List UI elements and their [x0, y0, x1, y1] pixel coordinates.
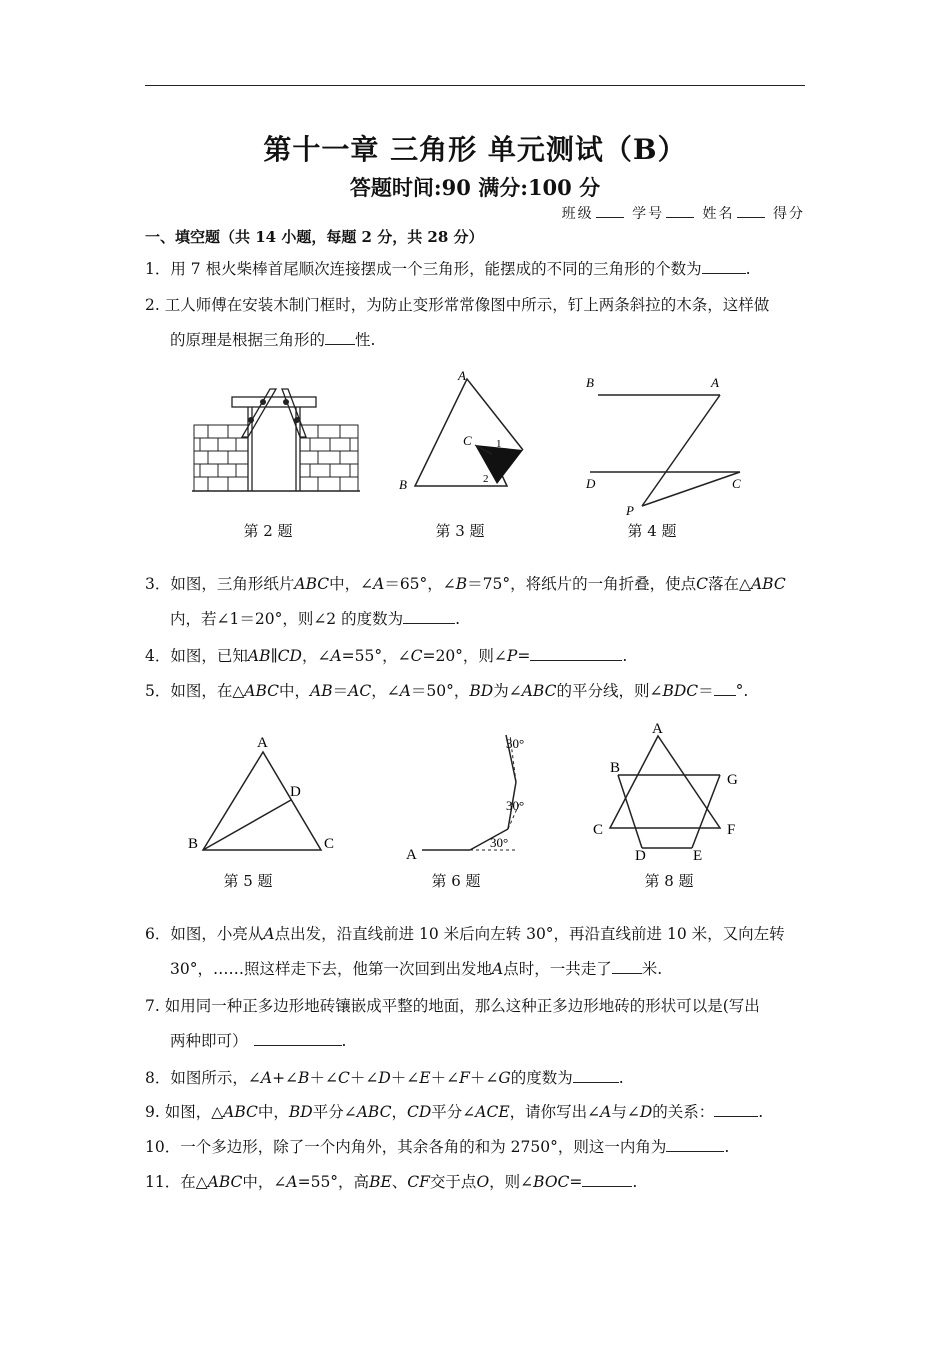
question-text: 11．在△ — [145, 1173, 208, 1191]
question-text: ＝50°， — [410, 682, 470, 700]
figure-4-parallel-lines — [580, 370, 755, 520]
math-symbol: ABC — [750, 575, 786, 593]
math-symbol: A — [399, 682, 411, 700]
fig6-angle-1: 30° — [490, 835, 509, 850]
question-text: 落在△ — [708, 575, 751, 593]
question-text: 内，若∠1＝20°，则∠2 的度数为 — [170, 610, 404, 628]
question-text: . — [758, 1103, 764, 1121]
question-text: . — [632, 1173, 638, 1191]
question-2 — [145, 288, 810, 358]
question-text: = — [517, 647, 531, 665]
question-text: 的原理是根据三角形的 — [170, 331, 326, 349]
page-subtitle: 答题时间:90 满分:100 分 — [349, 175, 601, 200]
fig8-label-d: D — [635, 848, 646, 864]
question-text: =55°，∠ — [341, 647, 411, 665]
question-text: ， — [391, 1103, 407, 1121]
math-symbol: B — [298, 1069, 310, 1087]
fig6-label-a: A — [406, 847, 417, 863]
question-text: 中，∠ — [329, 575, 374, 593]
question-text: 7. 如用同一种正多边形地砖镶嵌成平整的地面，那么这种正多边形地砖的形状可以是(写出 — [145, 997, 760, 1015]
id-blank[interactable] — [666, 216, 694, 218]
question-text: ＝65°，∠ — [384, 575, 456, 593]
answer-blank-2[interactable] — [325, 328, 355, 345]
answer-blank-7[interactable] — [254, 1029, 342, 1046]
id-label: 学号 — [632, 206, 665, 222]
score-label: 得分 — [773, 206, 805, 222]
fig8-label-e: E — [693, 848, 703, 864]
question-text: . — [745, 260, 751, 278]
question-text: 中， — [279, 682, 311, 700]
question-text: 10．一个多边形，除了一个内角外，其余各角的和为 2750°，则这一内角为 — [145, 1138, 667, 1156]
student-info — [562, 203, 805, 223]
fig5-label-b: B — [188, 836, 199, 852]
math-symbol: ABC — [521, 682, 557, 700]
math-symbol: BE — [369, 1173, 392, 1191]
question-text: . — [622, 647, 628, 665]
question-text: . — [618, 1069, 624, 1087]
question-text: °. — [735, 682, 749, 700]
question-text: ＝75°，将纸片的一角折叠，使点 — [467, 575, 697, 593]
question-text: 中， — [257, 1103, 289, 1121]
fig5-label-c: C — [324, 836, 335, 852]
question-text: 5．如图，在△ — [145, 682, 245, 700]
question-5 — [145, 674, 810, 709]
caption-fig-6: 第 6 题 — [431, 872, 481, 890]
math-symbol: ABC — [223, 1103, 258, 1121]
math-symbol: BD — [288, 1103, 313, 1121]
question-text: 中，∠ — [242, 1173, 287, 1191]
fig8-label-b: B — [610, 760, 621, 776]
question-text: ，则∠ — [489, 1173, 534, 1191]
answer-blank-6[interactable] — [612, 957, 642, 974]
math-symbol: ACE — [475, 1103, 510, 1121]
class-blank[interactable] — [596, 216, 624, 218]
fig3-label-c: C — [463, 433, 472, 448]
question-text: =20°，则∠ — [422, 647, 507, 665]
question-text: 2. 工人师傅在安装木制门框时，为防止变形常常像图中所示，钉上两条斜拉的木条，这样做 — [145, 296, 770, 314]
answer-blank-1[interactable] — [702, 257, 746, 274]
math-symbol: BD — [469, 682, 494, 700]
fig4-label-c: C — [732, 476, 741, 491]
caption-fig-8: 第 8 题 — [644, 872, 694, 890]
question-text: =55°，高 — [297, 1173, 370, 1191]
question-text: 30°，……照这样走下去，他第一次回到出发地 — [170, 960, 492, 978]
math-symbol: A — [263, 925, 275, 943]
math-symbol: AB — [310, 682, 333, 700]
math-symbol: A — [600, 1103, 612, 1121]
answer-blank-11[interactable] — [582, 1170, 632, 1187]
question-text: ＋∠ — [469, 1069, 499, 1087]
math-symbol: CD — [406, 1103, 432, 1121]
question-text: 平分∠ — [431, 1103, 476, 1121]
question-3 — [145, 567, 810, 637]
math-symbol: ABC — [294, 575, 330, 593]
question-text: = — [569, 1173, 583, 1191]
question-text: 1．用 7 根火柴棒首尾顺次连接摆成一个三角形，能摆成的不同的三角形的个数为 — [145, 260, 702, 278]
question-text: 的度数为 — [510, 1069, 573, 1087]
math-symbol: ABC — [356, 1103, 392, 1121]
question-text: 为∠ — [493, 682, 522, 700]
math-symbol: BOC — [533, 1173, 570, 1191]
question-7 — [145, 989, 810, 1059]
math-symbol: ABC — [207, 1173, 243, 1191]
question-text: ，请你写出∠ — [509, 1103, 601, 1121]
question-text: 的关系： — [652, 1103, 715, 1121]
math-symbol: E — [419, 1069, 431, 1087]
answer-blank-4[interactable] — [530, 644, 622, 661]
question-text: 9. 如图，△ — [145, 1103, 224, 1121]
math-symbol: AC — [348, 682, 372, 700]
question-text: ＋∠ — [390, 1069, 420, 1087]
fig8-label-a: A — [652, 721, 663, 737]
math-symbol: D — [639, 1103, 653, 1121]
question-text: 平分∠ — [312, 1103, 357, 1121]
question-text: 3．如图，三角形纸片 — [145, 575, 295, 593]
question-text: ＋∠ — [430, 1069, 460, 1087]
fig4-label-b: B — [586, 375, 594, 390]
question-8 — [145, 1061, 810, 1096]
question-text: 的平分线，则∠ — [556, 682, 663, 700]
answer-blank-9[interactable] — [714, 1100, 758, 1117]
question-text: 两种即可） — [170, 1032, 248, 1050]
class-label: 班级 — [561, 206, 594, 222]
question-text: ，∠ — [371, 682, 400, 700]
question-text: 点时，一共走了 — [503, 960, 612, 978]
question-6 — [145, 917, 810, 987]
header-rule — [145, 85, 805, 86]
question-9 — [145, 1095, 810, 1130]
math-symbol: G — [498, 1069, 511, 1087]
math-symbol: A — [330, 647, 342, 665]
math-symbol: C — [410, 647, 423, 665]
page-title: 第十一章 三角形 单元测试（B） — [263, 133, 687, 166]
answer-blank-5[interactable] — [714, 679, 736, 696]
caption-fig-3: 第 3 题 — [435, 522, 485, 540]
math-symbol: O — [476, 1173, 490, 1191]
question-text: ＝ — [332, 682, 349, 700]
question-text: 性. — [355, 331, 376, 349]
figure-3-folded-triangle — [395, 367, 530, 492]
caption-fig-2: 第 2 题 — [243, 522, 293, 540]
question-text: 与∠ — [611, 1103, 640, 1121]
question-text: 米. — [641, 960, 663, 978]
figure-2-door-frame — [190, 385, 365, 497]
question-text: 、 — [391, 1173, 408, 1191]
fig4-label-d: D — [586, 476, 596, 491]
math-symbol: P — [506, 647, 518, 665]
answer-blank-10[interactable] — [666, 1135, 724, 1152]
fig6-angle-3: 30° — [506, 736, 525, 751]
fig8-label-c: C — [593, 822, 604, 838]
question-text: . — [341, 1032, 347, 1050]
answer-blank-3[interactable] — [403, 607, 455, 624]
question-text: +∠ — [272, 1069, 299, 1087]
figure-6-walking-path — [400, 730, 550, 865]
name-blank[interactable] — [737, 216, 765, 218]
fig3-label-b: B — [399, 477, 407, 492]
caption-fig-5: 第 5 题 — [223, 872, 273, 890]
question-text: ，∠ — [301, 647, 331, 665]
math-symbol: ABC — [244, 682, 280, 700]
math-symbol: B — [455, 575, 468, 593]
fig3-label-a: A — [458, 368, 466, 383]
math-symbol: CD — [277, 647, 302, 665]
math-symbol: A — [373, 575, 385, 593]
fig5-label-d: D — [290, 784, 301, 800]
math-symbol: A — [260, 1069, 273, 1087]
math-symbol: D — [378, 1069, 391, 1087]
question-text: ＝ — [698, 682, 714, 700]
question-4 — [145, 639, 810, 674]
fig3-label-2: 2 — [483, 473, 489, 485]
question-text: 8．如图所示，∠ — [145, 1069, 261, 1087]
name-label: 姓名 — [702, 206, 735, 222]
math-symbol: BDC — [662, 682, 699, 700]
fig4-label-p: P — [626, 503, 634, 518]
question-text: ＋∠ — [349, 1069, 379, 1087]
math-symbol: A — [491, 960, 504, 978]
question-10 — [145, 1130, 810, 1165]
fig3-label-1: 1 — [496, 438, 502, 450]
math-symbol: C — [696, 575, 709, 593]
fig6-angle-2: 30° — [506, 798, 525, 813]
math-symbol: CF — [407, 1173, 430, 1191]
caption-fig-4: 第 4 题 — [627, 522, 677, 540]
question-11 — [145, 1165, 810, 1200]
math-symbol: AB — [247, 647, 271, 665]
fig8-label-f: F — [727, 822, 736, 838]
math-symbol: A — [286, 1173, 298, 1191]
question-text: ＋∠ — [309, 1069, 338, 1087]
figure-8-star — [590, 718, 750, 866]
fig4-label-a: A — [711, 375, 719, 390]
figure-5-triangle — [185, 730, 345, 860]
question-text: ∥ — [270, 647, 278, 665]
math-symbol: F — [459, 1069, 470, 1087]
fig5-label-a: A — [257, 735, 268, 751]
math-symbol: C — [337, 1069, 350, 1087]
question-text: 6．如图，小亮从 — [145, 925, 264, 943]
question-1 — [145, 252, 810, 287]
question-text: 交于点 — [429, 1173, 477, 1191]
question-text: . — [455, 610, 461, 628]
fig8-label-g: G — [727, 772, 738, 788]
answer-blank-8[interactable] — [573, 1066, 619, 1083]
section-heading: 一、填空题（共 14 小题，每题 2 分，共 28 分） — [145, 228, 484, 246]
question-text: 4．如图，已知 — [145, 647, 248, 665]
question-text: 点出发，沿直线前进 10 米后向左转 30°，再沿直线前进 10 米，又向左转 — [274, 925, 785, 943]
question-text: . — [724, 1138, 730, 1156]
